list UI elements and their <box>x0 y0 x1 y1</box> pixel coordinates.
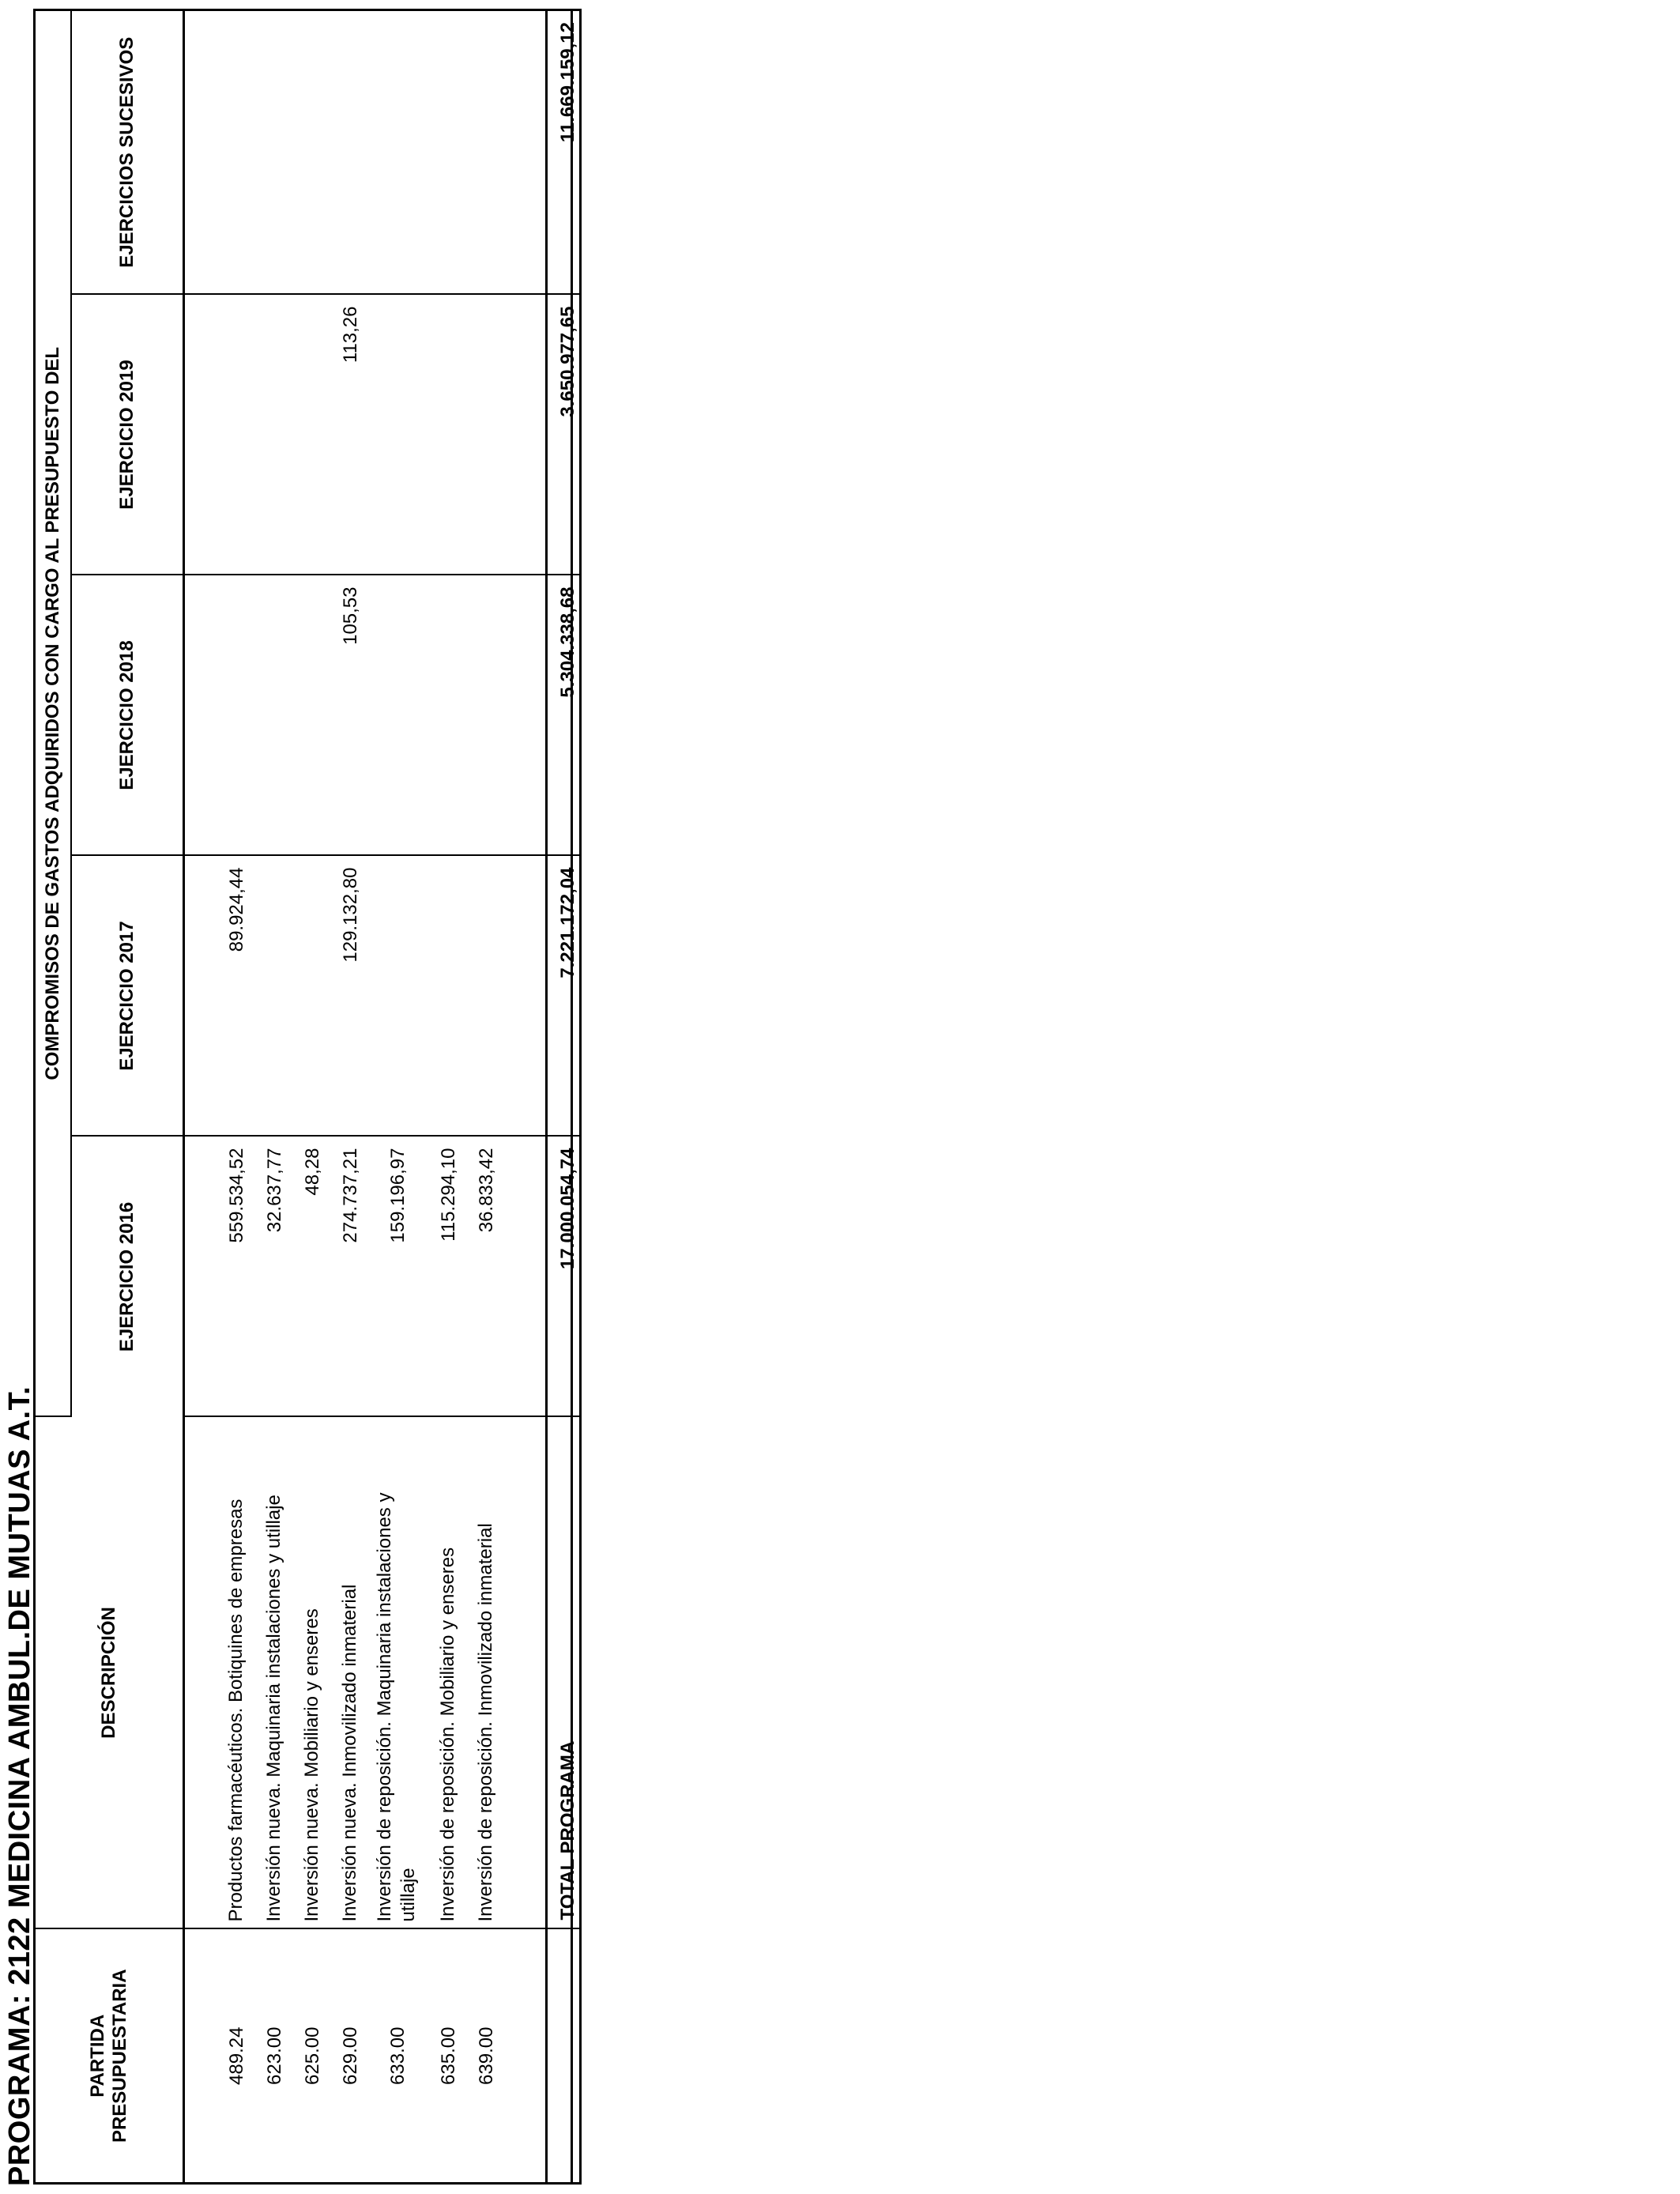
partida-cell: 623.00 <box>264 2026 285 2085</box>
partida-column <box>184 1929 572 2184</box>
amount-cell: 274.737,21 <box>340 1148 361 1243</box>
e2016-column <box>184 1137 572 1417</box>
desc-cell: Inversión de reposición. Mobiliario y enseres <box>437 1547 458 1922</box>
amount-cell: 36.833,42 <box>476 1148 497 1233</box>
e2017-column <box>184 856 572 1137</box>
total-e2019: 3.650.977,65 <box>547 295 581 575</box>
header-year-2016: EJERCICIO 2016 <box>71 1137 184 1417</box>
e2018-column <box>184 575 572 856</box>
header-descripcion: DESCRIPCIÓN <box>35 1417 184 1929</box>
page-title: PROGRAMA: 2122 MEDICINA AMBUL.DE MUTUAS A.T. <box>3 1385 36 2186</box>
partida-cell: 625.00 <box>302 2026 323 2085</box>
total-sucesivos: 11.669.159,12 <box>547 10 581 295</box>
header-partida-line1: PARTIDA <box>87 2014 108 2098</box>
desc-cell: Inversión nueva. Inmovilizado inmaterial <box>339 1584 360 1922</box>
desc-cell-continued: utillaje <box>397 1868 419 1922</box>
descripcion-column <box>184 1417 572 1929</box>
amount-cell: 32.637,77 <box>264 1148 285 1233</box>
header-partida-line2: PRESUPUESTARIA <box>109 1969 130 2143</box>
partida-cell: 635.00 <box>438 2026 459 2085</box>
desc-cell: Inversión de reposición. Maquinaria instalaciones y <box>374 1492 395 1922</box>
amount-cell: 48,28 <box>302 1148 323 1196</box>
total-spacer <box>547 1929 581 2184</box>
desc-cell: Inversión nueva. Mobiliario y enseres <box>301 1608 322 1922</box>
header-group: COMPROMISOS DE GASTOS ADQUIRIDOS CON CARGO AL PRESUPUESTO DEL <box>35 10 72 1417</box>
desc-cell: Inversión nueva. Maquinaria instalaciones y utillaje <box>263 1495 284 1922</box>
sucesivos-column <box>184 10 572 295</box>
amount-cell: 159.196,97 <box>387 1148 409 1243</box>
partida-cell: 633.00 <box>387 2026 409 2085</box>
desc-cell: Inversión de reposición. Inmovilizado inmaterial <box>475 1523 496 1922</box>
total-e2018: 5.304.338,68 <box>547 575 581 856</box>
total-e2017: 7.221.172,04 <box>547 856 581 1137</box>
amount-cell: 89.924,44 <box>226 867 247 952</box>
partida-cell: 629.00 <box>340 2026 361 2085</box>
header-partida <box>35 1929 184 2184</box>
total-label: TOTAL PROGRAMA <box>547 1417 581 1929</box>
amount-cell: 559.534,52 <box>226 1148 247 1243</box>
header-year-2017: EJERCICIO 2017 <box>71 856 184 1137</box>
amount-cell: 115.294,10 <box>438 1148 459 1242</box>
partida-cell: 489.24 <box>226 2026 247 2085</box>
total-row-table <box>545 9 582 2185</box>
commitments-table <box>33 9 573 2185</box>
amount-cell: 105,53 <box>340 586 361 645</box>
partida-cell: 639.00 <box>476 2026 497 2085</box>
desc-cell: Productos farmacéuticos. Botiquines de empresas <box>225 1498 247 1922</box>
header-year-2018: EJERCICIO 2018 <box>71 575 184 856</box>
amount-cell: 113,26 <box>340 306 361 364</box>
amount-cell: 129.132,80 <box>340 867 361 963</box>
total-e2016: 17.000.054,74 <box>547 1137 581 1417</box>
header-year-2019: EJERCICIO 2019 <box>71 295 184 575</box>
e2019-column <box>184 295 572 575</box>
header-year-sucesivos: EJERCICIOS SUCESIVOS <box>71 10 184 295</box>
